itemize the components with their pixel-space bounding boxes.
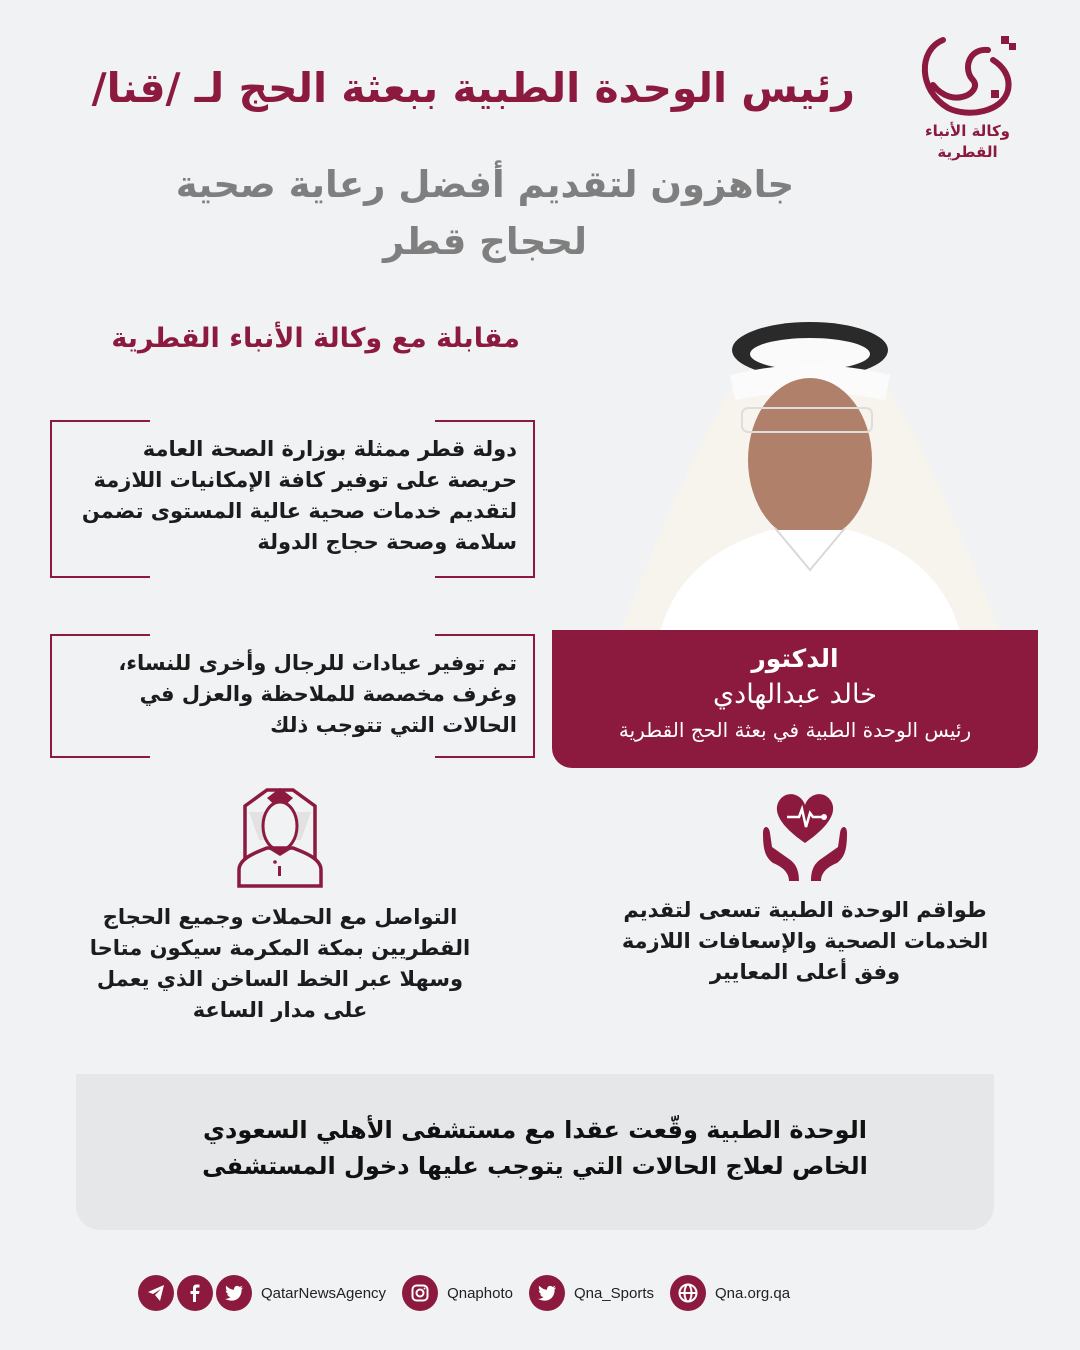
logo-text-line1: وكالة الأنباء	[925, 122, 1010, 140]
feature-text: التواصل مع الحملات وجميع الحجاج القطريين بمكة المكرمة سيكون متاحا وسهلا عبر الخط الساخن الذي يعمل على مدار الساعة	[89, 905, 471, 1022]
handle-website[interactable]: Qna.org.qa	[715, 1284, 791, 1302]
info-box-text: دولة قطر ممثلة بوزارة الصحة العامة حريصة على توفير كافة الإمكانيات اللازمة لتقديم خدمات صحية عالية المستوى تضمن سلامة وصحة حجاج الدولة	[81, 437, 517, 554]
instagram-icon[interactable]	[402, 1275, 438, 1311]
qna-logo-icon	[913, 30, 1023, 120]
qna-logo	[905, 30, 1030, 170]
facebook-icon[interactable]	[177, 1275, 213, 1311]
profile-title: الدكتور	[751, 644, 839, 673]
callout-line-1: الوحدة الطبية وقّعت عقدا مع مستشفى الأهلي السعودي	[203, 1116, 867, 1144]
heart-hands-icon	[759, 785, 851, 881]
telegram-icon[interactable]	[138, 1275, 174, 1311]
profile-role: رئيس الوحدة الطبية في بعثة الحج القطرية	[618, 718, 972, 742]
headline: رئيس الوحدة الطبية ببعثة الحج لـ /قنا/	[91, 64, 855, 112]
info-box-2	[50, 634, 535, 758]
callout-line-2: الخاص لعلاج الحالات التي يتوجب عليها دخول المستشفى	[202, 1152, 868, 1180]
profile-card	[552, 630, 1038, 768]
social-footer	[138, 1274, 806, 1312]
feature-medical-teams	[600, 785, 1010, 988]
pilgrim-icon	[235, 782, 325, 888]
twitter-icon[interactable]	[216, 1275, 252, 1311]
handle-qna-sports[interactable]: Qna_Sports	[573, 1284, 654, 1302]
info-box-text: تم توفير عيادات للرجال وأخرى للنساء، وغرف مخصصة للملاحظة والعزل في الحالات التي تتوجب ذلك	[118, 651, 517, 737]
subheadline: جاهزون لتقديم أفضل رعاية صحية لحجاج قطر	[175, 163, 795, 263]
globe-icon[interactable]	[670, 1275, 706, 1311]
profile-name: خالد عبدالهادي	[713, 679, 877, 710]
feature-text: طواقم الوحدة الطبية تسعى لتقديم الخدمات الصحية والإسعافات اللازمة وفق أعلى المعايير	[621, 898, 989, 984]
doctor-portrait	[600, 300, 1020, 632]
handle-qnaphoto[interactable]: Qnaphoto	[447, 1284, 513, 1302]
twitter-icon[interactable]	[529, 1275, 565, 1311]
logo-text-line2: القطرية	[937, 143, 998, 161]
info-box-1	[50, 420, 535, 578]
feature-hotline	[80, 782, 480, 1026]
hospital-contract-callout	[76, 1074, 994, 1230]
handle-qatarnewsagency[interactable]: QatarNewsAgency	[261, 1284, 387, 1302]
section-title: مقابلة مع وكالة الأنباء القطرية	[111, 323, 520, 354]
